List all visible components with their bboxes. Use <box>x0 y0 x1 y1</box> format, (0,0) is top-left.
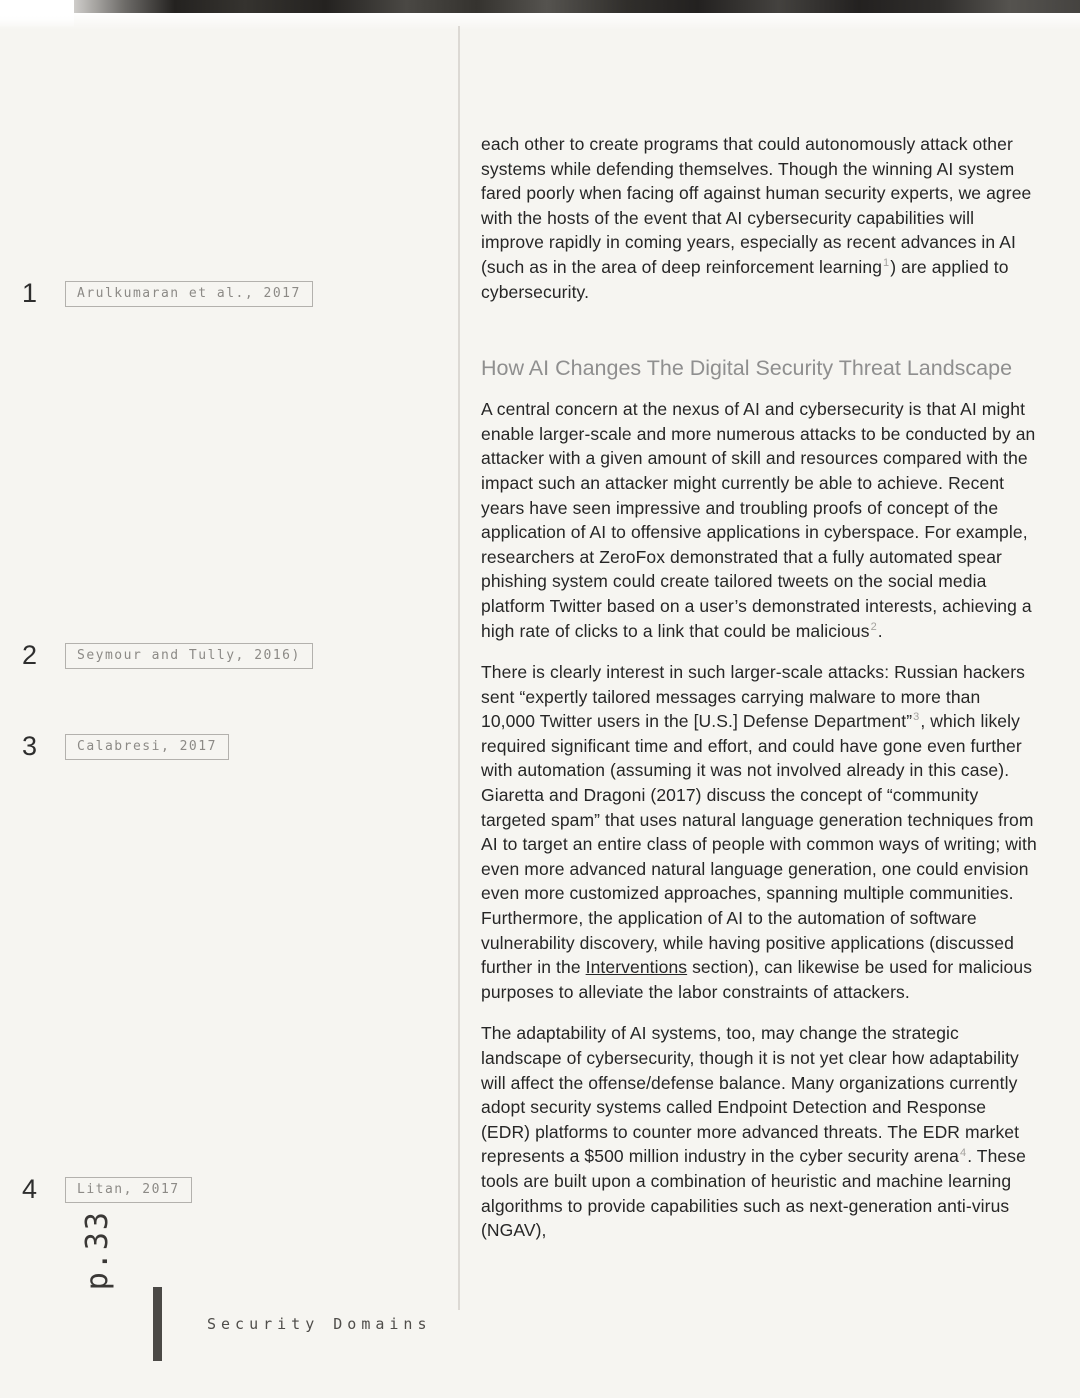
footer-divider-bar <box>153 1287 162 1361</box>
paragraph <box>481 1021 1039 1242</box>
footnote-number: 4 <box>22 1174 38 1204</box>
text-run: The adaptability of AI systems, too, may change the strategic landscape of cybersecurity, though it is not yet clear how adaptability will affect the offense/defense balance. Many organizations currently adopt security systems called Endpoint Detection and Response (EDR) platforms to counter more advanced threats. The EDR market represents a $500 million industry in the cyber security arena <box>481 1023 1020 1167</box>
margin-note <box>22 280 313 307</box>
footnote-ref[interactable]: 1 <box>883 257 890 270</box>
text-run: A central concern at the nexus of AI and cybersecurity is that AI might enable larger-scale and more numerous attacks to be conducted by an attacker with a given amount of skill and resources compared with the impact such an attacker might currently be able to achieve. Recent years have seen impressive and troubling proofs of concept of the application of AI to offensive applications in cyberspace. For example, researchers at ZeroFox demonstrated that a fully automated spear phishing system could create tailored tweets on the social media platform Twitter based on a user’s demonstrated interests, achieving a high rate of clicks to a link that could be malicious <box>481 399 1036 641</box>
text-run: There is clearly interest in such larger-scale attacks: Russian hackers sent “expertly tailored messages carrying malware to more than 10,000 Twitter users in the [U.S.] Defense Department” <box>481 662 1025 732</box>
citation-box[interactable]: Seymour and Tully, 2016) <box>65 643 313 669</box>
text-run: ) are applied to cybersecurity. <box>481 256 1009 302</box>
text-run: each other to create programs that could autonomously attack other systems while defending themselves. Though the winning AI system fared poorly when facing off against human security experts, we agree with the hosts of the event that AI cybersecurity capabilities will improve rapidly in coming years, especially as recent advances in AI (such as in the area of deep reinforcement learning <box>481 134 1032 277</box>
paragraph <box>481 660 1039 1004</box>
page-number: p.33 <box>80 1210 115 1291</box>
paragraph <box>481 397 1039 643</box>
footnote-number: 1 <box>22 278 38 308</box>
text-run: . These tools are built upon a combination of heuristic and machine learning algorithms to provide capabilities such as next-generation anti-virus (NGAV), <box>481 1146 1026 1241</box>
footnote-number: 3 <box>22 731 38 761</box>
section-heading: How AI Changes The Digital Security Threat Landscape <box>481 356 1013 381</box>
citation-box[interactable]: Arulkumaran et al., 2017 <box>65 281 313 307</box>
text-run: . <box>877 620 883 641</box>
paragraph <box>481 132 1039 304</box>
footnote-number: 2 <box>22 640 38 670</box>
text-run: section), can likewise be used for malicious purposes to alleviate the labor constraints of attackers. <box>481 957 1033 1002</box>
interventions-link[interactable]: Interventions <box>585 957 688 978</box>
margin-note <box>22 642 313 669</box>
margin-note <box>22 1176 192 1203</box>
footnote-ref[interactable]: 3 <box>913 711 920 724</box>
footnote-ref[interactable]: 2 <box>870 620 877 633</box>
footnote-ref[interactable]: 4 <box>959 1146 967 1159</box>
citation-box[interactable]: Calabresi, 2017 <box>65 734 229 760</box>
footer-section-label: Security Domains <box>207 1315 432 1333</box>
article-content <box>481 132 1039 1260</box>
text-run: , which likely required significant time and effort, and could have gone even further with automation (assuming it was not involved already in this case). Giaretta and Dragoni (2017) discuss the concept of “community targeted spam” that uses natural language generation techniques from AI to target an entire class of people with common ways of writing; with even more advanced natural language generation, one could envision even more customized approaches, spanning multiple communities. Furthermore, the application of AI to the automation of software vulnerability discovery, while having positive applications (discussed further in the <box>481 711 1037 978</box>
citation-box[interactable]: Litan, 2017 <box>65 1177 192 1203</box>
margin-note <box>22 733 229 760</box>
